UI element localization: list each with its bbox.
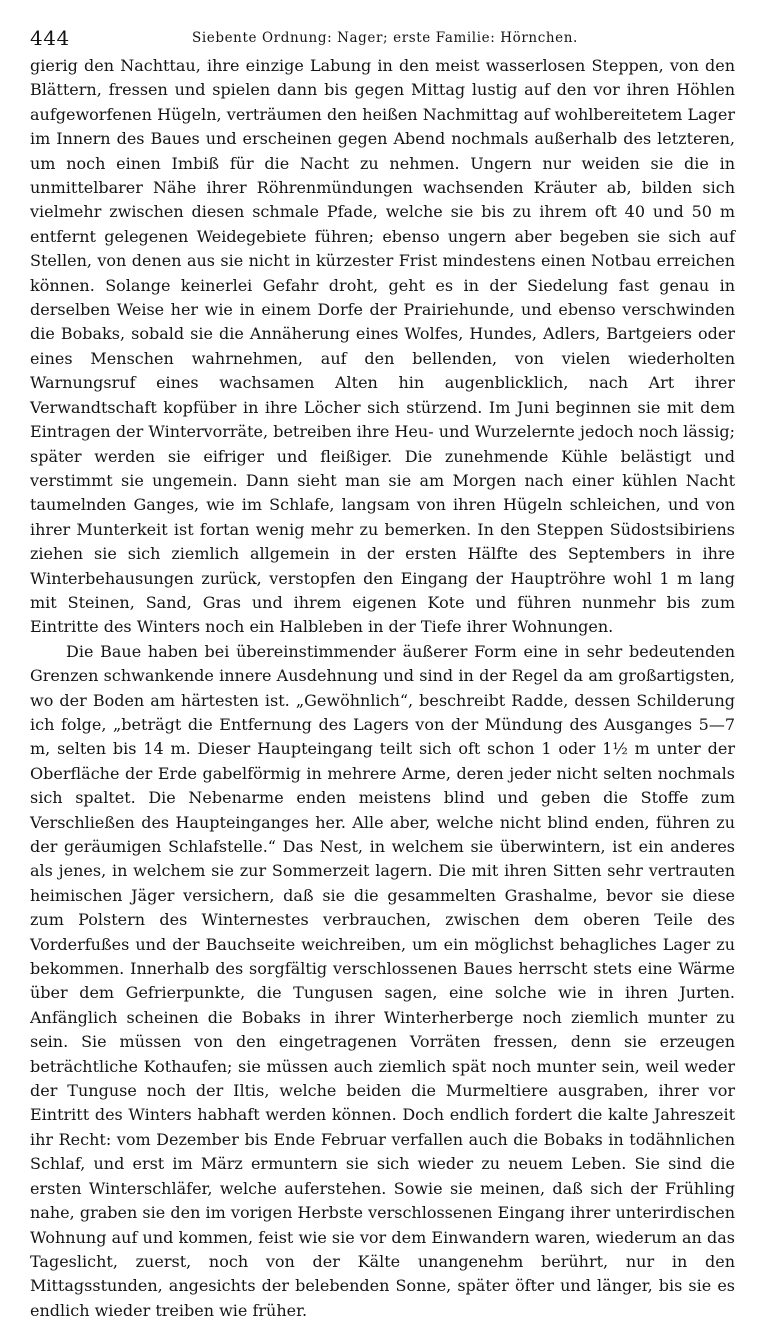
paragraph-continued: gierig den Nachttau, ihre einzige Labung in den meist wasserlosen Steppen, von den Blättern, fressen und spielen dann bis gegen Mittag lustig auf den vor ihren Höhlen aufgeworfenen Hügeln, verträumen den heißen Nachmittag auf wohlbereitetem Lager im Innern des Baues und erscheinen gegen Abend nochmals außerhalb des letzteren, um noch einen Imbiß für die Nacht zu nehmen. Ungern nur weiden sie die in unmittelbarer Nähe ihrer Röhrenmündungen wachsenden Kräuter ab, bilden sich vielmehr zwischen diesen schmale Pfade, welche sie bis zu ihrem oft 40 und 50 m entfernt gelegenen Weidegebiete führen; ebenso ungern aber begeben sie sich auf Stellen, von denen aus sie nicht in kürzester Frist mindestens einen Notbau erreichen können. Solange keinerlei Gefahr droht, geht es in der Siedelung fast genau in derselben Weise her wie in einem Dorfe der Prairiehunde, und ebenso verschwinden die Bobaks, sobald sie die Annäherung eines Wolfes, Hundes, Adlers, Bartgeiers oder eines Menschen wahrnehmen, auf den bellenden, von vielen wiederholten Warnungsruf eines wachsamen Alten hin augenblicklich, nach Art ihrer Verwandtschaft kopfüber in ihre Löcher sich stürzend. Im Juni beginnen sie mit dem Eintragen der Wintervorräte, betreiben ihre Heu- und Wurzelernte jedoch noch lässig; später werden sie eifriger und fleißiger. Die zunehmende Kühle belästigt und verstimmt sie ungemein. Dann sieht man sie am Morgen nach einer kühlen Nacht taumelnden Ganges, wie im Schlafe, langsam von ihren Hügeln schleichen, und von ihrer Munterkeit ist fortan wenig mehr zu bemerken. In den Steppen Südostsibiriens ziehen sie sich ziemlich allgemein in der ersten Hälfte des Septembers in ihre Winterbehausungen zurück, verstopfen den Eingang der Hauptröhre wohl 1 m lang mit Steinen, Sand, Gras und ihrem eigenen Kote und führen nunmehr bis zum Eintritte des Winters noch ein Halbleben in der Tiefe ihrer Wohnungen. xyxy=(30,56,735,637)
running-head: Siebente Ordnung: Nager; erste Familie: Hörnchen. xyxy=(192,30,578,46)
page-number: 444 xyxy=(30,26,70,50)
body-text xyxy=(30,54,735,1323)
paragraph-burrows: Die Baue haben bei übereinstimmender äußerer Form eine in sehr bedeutenden Grenzen schwankende innere Ausdehnung und sind in der Regel da am großartigsten, wo der Boden am härtesten ist. „Gewöhnlich“, beschreibt Radde, dessen Schilderung ich folge, „beträgt die Entfernung des Lagers von der Mündung des Ausganges 5—7 m, selten bis 14 m. Dieser Haupteingang teilt sich oft schon 1 oder 1½ m unter der Oberfläche der Erde gabelförmig in mehrere Arme, deren jeder nicht selten nochmals sich spaltet. Die Nebenarme enden meistens blind und geben die Stoffe zum Verschließen des Haupteinganges her. Alle aber, welche nicht blind enden, führen zu der geräumigen Schlafstelle.“ Das Nest, in welchem sie überwintern, ist ein anderes als jenes, in welchem sie zur Sommerzeit lagern. Die mit ihren Sitten sehr vertrauten heimischen Jäger versichern, daß sie die gesammelten Grashalme, bevor sie diese zum Polstern des Winternestes verbrauchen, zwischen dem oberen Teile des Vorderfußes und der Bauchseite weichreiben, um ein möglichst behagliches Lager zu bekommen. Innerhalb des sorgfältig verschlossenen Baues herrscht stets eine Wärme über dem Gefrierpunkte, die Tungusen sagen, eine solche wie in ihren Jurten. Anfänglich scheinen die Bobaks in ihrer Winterherberge noch ziemlich munter zu sein. Sie müssen von den eingetragenen Vorräten fressen, denn sie erzeugen beträchtliche Kothaufen; sie müssen auch ziemlich spät noch munter sein, weil weder der Tunguse noch der Iltis, welche beiden die Murmeltiere ausgraben, ihrer vor Eintritt des Winters habhaft werden können. Doch endlich fordert die kalte Jahreszeit ihr Recht: vom Dezember bis Ende Februar verfallen auch die Bobaks in todähnlichen Schlaf, und erst im März ermuntern sie sich wieder zu neuem Leben. Sie sind die ersten Winterschläfer, welche auferstehen. Sowie sie meinen, daß sich der Frühling nahe, graben sie den im vorigen Herbste verschlossenen Eingang ihrer unterirdischen Wohnung auf und kommen, feist wie sie vor dem Einwandern waren, wiederum an das Tageslicht, zuerst, noch von der Kälte unangenehm berührt, nur in den Mittagsstunden, angesichts der belebenden Sonne, später öfter und länger, bis sie es endlich wieder treiben wie früher. xyxy=(30,641,735,1320)
page-header xyxy=(30,20,735,50)
